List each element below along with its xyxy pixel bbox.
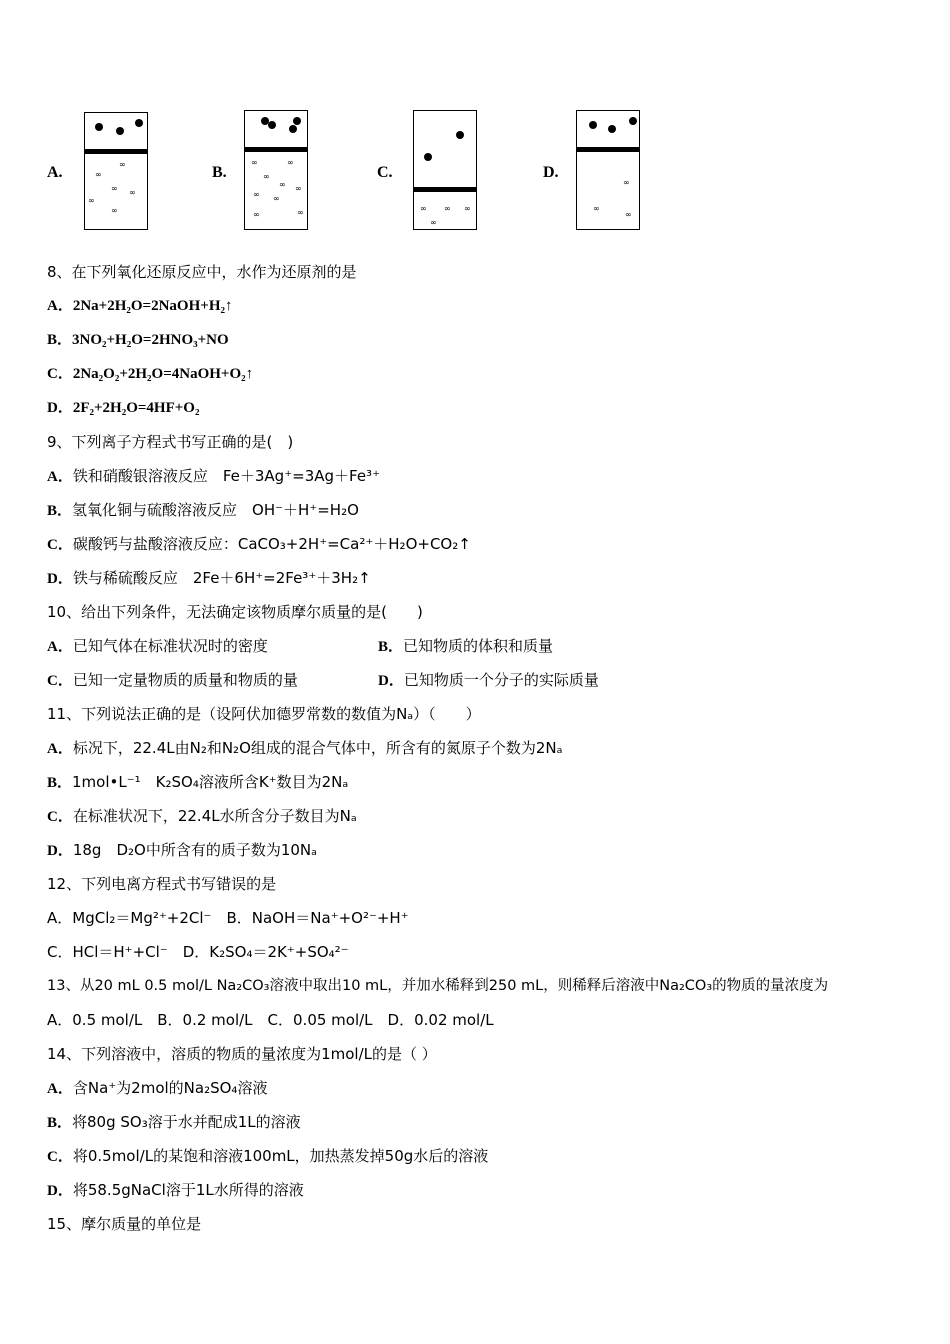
question-10-option-b: B．已知物质的体积和质量 [378, 637, 554, 655]
container-diagram-b [244, 110, 308, 230]
molecule: ∞ [95, 170, 101, 179]
gas-particle [293, 117, 301, 125]
figure-label-b: B. [212, 164, 227, 181]
molecule: ∞ [444, 204, 450, 213]
container-diagram-c [413, 110, 477, 230]
molecule: ∞ [253, 190, 259, 199]
molecule: ∞ [251, 158, 257, 167]
question-10-option-d: D．已知物质一个分子的实际质量 [378, 671, 599, 689]
question-14-option-a: A．含Na⁺为2mol的Na₂SO₄溶液 [47, 1079, 268, 1097]
question-14-option-b: B．将80g SO₃溶于水并配成1L的溶液 [47, 1113, 301, 1131]
question-15-stem: 15、摩尔质量的单位是 [47, 1215, 202, 1233]
molecule: ∞ [297, 208, 303, 217]
piston [577, 147, 639, 152]
question-9-option-c: C．碳酸钙与盐酸溶液反应：CaCO₃+2H⁺=Ca²⁺＋H₂O+CO₂↑ [47, 535, 471, 553]
question-8-option-a: A．2Na+2H₂O=2NaOH+H₂↑ [47, 298, 233, 314]
question-11-option-d: D．18g D₂O中所含有的质子数为10Nₐ [47, 841, 318, 859]
gas-particle [629, 117, 637, 125]
gas-particle [268, 121, 276, 129]
question-12-options-ab: A．MgCl₂＝Mg²⁺+2Cl⁻ B．NaOH＝Na⁺+O²⁻+H⁺ [47, 909, 409, 927]
question-11-option-a: A．标况下，22.4L由N₂和N₂O组成的混合气体中，所含有的氮原子个数为2Nₐ [47, 739, 563, 757]
question-8-stem: 8、在下列氧化还原反应中，水作为还原剂的是 [47, 263, 357, 281]
question-10-stem: 10、给出下列条件，无法确定该物质摩尔质量的是( ) [47, 603, 423, 621]
gas-particle [289, 125, 297, 133]
piston [414, 187, 476, 192]
gas-particle [589, 121, 597, 129]
figure-label-d: D. [543, 164, 559, 181]
molecule: ∞ [420, 204, 426, 213]
molecule: ∞ [430, 218, 436, 227]
question-10-option-c: C．已知一定量物质的质量和物质的量 [47, 671, 298, 689]
question-8-option-b: B．3NO₂+H₂O=2HNO₃+NO [47, 332, 229, 348]
molecule: ∞ [253, 210, 259, 219]
container-diagram-d [576, 110, 640, 230]
gas-particle [608, 125, 616, 133]
gas-particle [116, 127, 124, 135]
molecule: ∞ [129, 188, 135, 197]
molecule: ∞ [111, 184, 117, 193]
molecule: ∞ [263, 172, 269, 181]
question-8-option-d: D．2F₂+2H₂O=4HF+O₂ [47, 400, 200, 416]
molecule: ∞ [623, 178, 629, 187]
question-9-option-b: B．氢氧化铜与硫酸溶液反应 OH⁻＋H⁺=H₂O [47, 501, 359, 519]
question-11-option-b: B．1mol•L⁻¹ K₂SO₄溶液所含K⁺数目为2Nₐ [47, 773, 349, 791]
question-9-option-d: D．铁与稀硫酸反应 2Fe＋6H⁺=2Fe³⁺＋3H₂↑ [47, 569, 371, 587]
figure-label-a: A. [47, 164, 63, 181]
question-8-option-c: C．2Na₂O₂+2H₂O=4NaOH+O₂↑ [47, 366, 254, 382]
gas-particle [95, 123, 103, 131]
question-14-stem: 14、下列溶液中，溶质的物质的量浓度为1mol/L的是（ ） [47, 1045, 437, 1063]
molecule: ∞ [295, 184, 301, 193]
gas-particle [424, 153, 432, 161]
molecule: ∞ [273, 194, 279, 203]
question-14-option-d: D．将58.5gNaCl溶于1L水所得的溶液 [47, 1181, 304, 1199]
question-12-stem: 12、下列电离方程式书写错误的是 [47, 875, 277, 893]
figure-label-c: C. [377, 164, 393, 181]
gas-particle [135, 119, 143, 127]
container-diagram-a [84, 112, 148, 230]
question-13-stem: 13、从20 mL 0.5 mol/L Na₂CO₃溶液中取出10 mL，并加水稀释到250 mL，则稀释后溶液中Na₂CO₃的物质的量浓度为 [47, 978, 829, 994]
molecule: ∞ [111, 206, 117, 215]
molecule: ∞ [464, 204, 470, 213]
molecule: ∞ [625, 210, 631, 219]
question-14-option-c: C．将0.5mol/L的某饱和溶液100mL，加热蒸发掉50g水后的溶液 [47, 1147, 489, 1165]
molecule: ∞ [287, 158, 293, 167]
question-10-option-a: A．已知气体在标准状况时的密度 [47, 637, 268, 655]
piston [85, 149, 147, 154]
piston [245, 147, 307, 152]
molecule: ∞ [279, 180, 285, 189]
figure-options-row [0, 100, 950, 240]
molecule: ∞ [88, 196, 94, 205]
question-11-stem: 11、下列说法正确的是（设阿伏加德罗常数的数值为Nₐ）（ ） [47, 705, 481, 723]
question-13-options: A．0.5 mol/L B．0.2 mol/L C．0.05 mol/L D．0.02 mol/L [47, 1011, 494, 1029]
question-12-options-cd: C．HCl＝H⁺+Cl⁻ D．K₂SO₄＝2K⁺+SO₄²⁻ [47, 943, 349, 961]
question-9-stem: 9、下列离子方程式书写正确的是( ) [47, 433, 294, 451]
gas-particle [456, 131, 464, 139]
question-11-option-c: C．在标准状况下，22.4L水所含分子数目为Nₐ [47, 807, 357, 825]
molecule: ∞ [593, 204, 599, 213]
molecule: ∞ [119, 160, 125, 169]
question-9-option-a: A．铁和硝酸银溶液反应 Fe＋3Ag⁺=3Ag＋Fe³⁺ [47, 467, 380, 485]
